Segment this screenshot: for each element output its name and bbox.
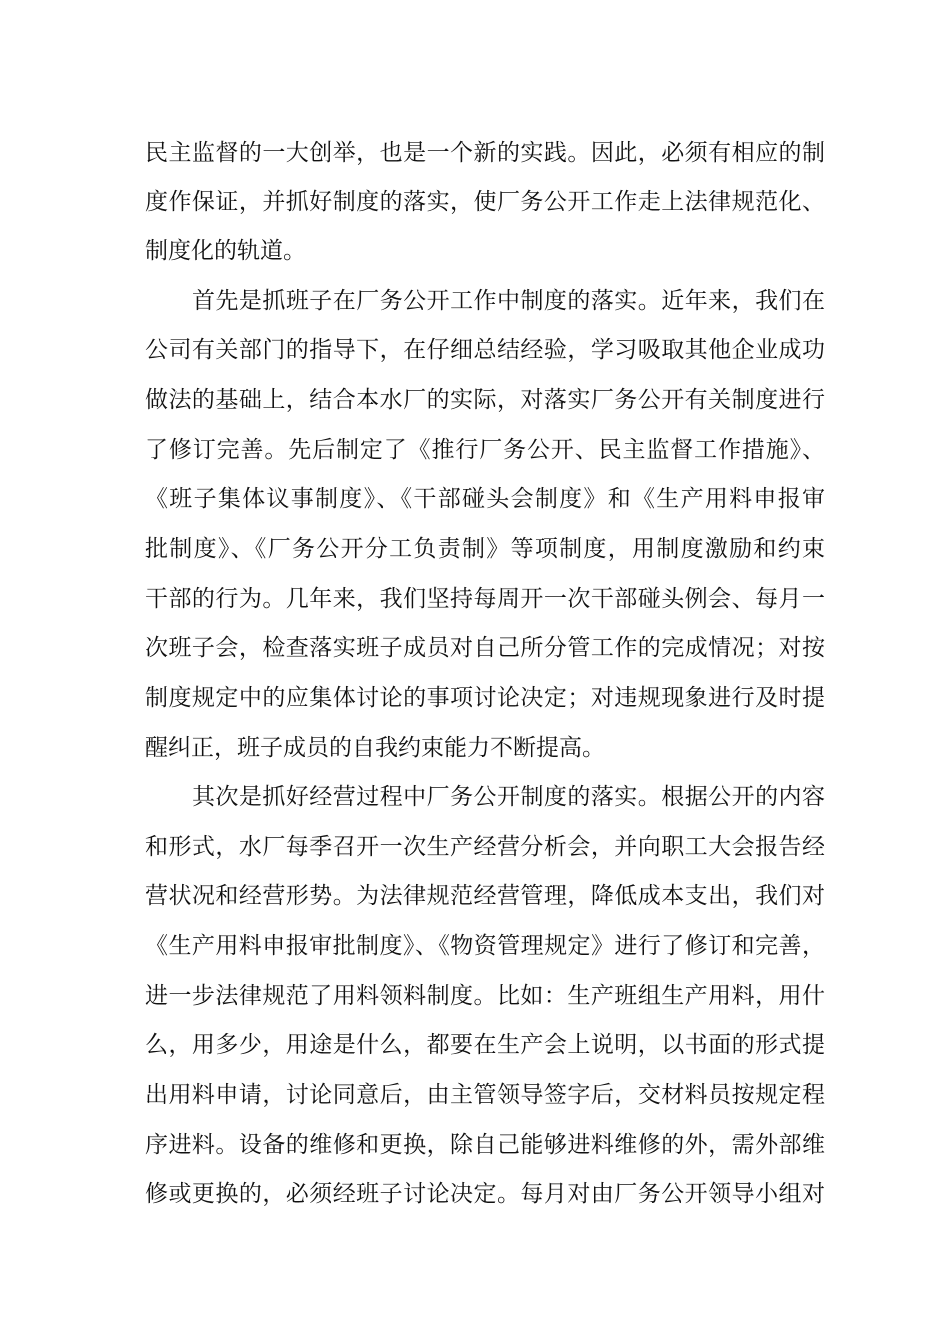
text-line: 和形式，水厂每季召开一次生产经营分析会，并向职工大会报告经 (145, 834, 825, 860)
text-line: 公司有关部门的指导下，在仔细总结经验，学习吸取其他企业成功 (145, 337, 825, 363)
paragraph-first-line: 首先是抓班子在厂务公开工作中制度的落实。近年来，我们在 (192, 288, 825, 314)
text-line: 度作保证，并抓好制度的落实，使厂务公开工作走上法律规范化、 (145, 189, 825, 215)
text-line: 出用料申请，讨论同意后，由主管领导签字后，交材料员按规定程 (145, 1082, 825, 1108)
text-line: 进一步法律规范了用料领料制度。比如：生产班组生产用料，用什 (145, 983, 825, 1009)
paragraph-first-line: 其次是抓好经营过程中厂务公开制度的落实。根据公开的内容 (192, 784, 825, 810)
text-line: 制度规定中的应集体讨论的事项讨论决定；对违规现象进行及时提 (145, 685, 825, 711)
text-line: 修或更换的，必须经班子讨论决定。每月对由厂务公开领导小组对 (145, 1181, 825, 1207)
text-line: 营状况和经营形势。为法律规范经营管理，降低成本支出，我们对 (145, 883, 825, 909)
text-line: 干部的行为。几年来，我们坚持每周开一次干部碰头例会、每月一 (145, 586, 825, 612)
text-line: 制度化的轨道。 (145, 238, 306, 264)
text-line: 《生产用料申报审批制度》、《物资管理规定》进行了修订和完善， (145, 933, 825, 959)
text-line: 次班子会，检查落实班子成员对自己所分管工作的完成情况；对按 (145, 635, 825, 661)
text-line: 序进料。设备的维修和更换，除自己能够进料维修的外，需外部维 (145, 1132, 825, 1158)
text-line: 做法的基础上，结合本水厂的实际，对落实厂务公开有关制度进行 (145, 387, 825, 413)
text-line: 么，用多少，用途是什么，都要在生产会上说明，以书面的形式提 (145, 1032, 825, 1058)
text-line: 《班子集体议事制度》、《干部碰头会制度》和《生产用料申报审 (145, 486, 825, 512)
text-line: 批制度》、《厂务公开分工负责制》等项制度，用制度激励和约束 (145, 536, 825, 562)
text-line: 醒纠正，班子成员的自我约束能力不断提高。 (145, 735, 605, 761)
text-line: 民主监督的一大创举，也是一个新的实践。因此，必须有相应的制 (145, 140, 825, 166)
text-line: 了修订完善。先后制定了《推行厂务公开、民主监督工作措施》、 (145, 437, 825, 463)
